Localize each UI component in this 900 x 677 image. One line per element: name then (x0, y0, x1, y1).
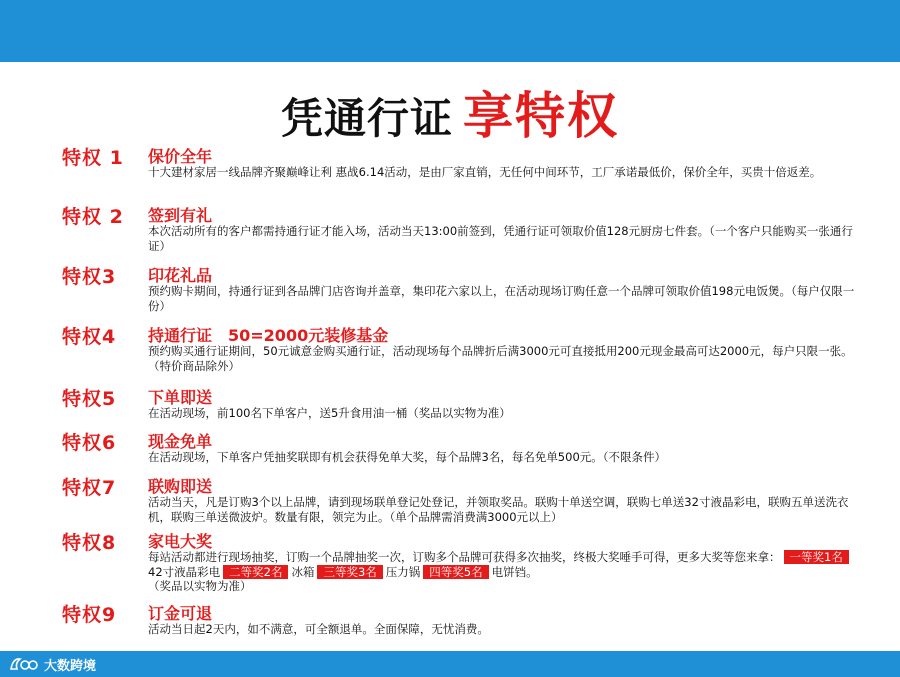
prize-intro: 每站活动都进行现场抽奖，订购一个品牌抽奖一次，订购多个品牌可获得多次抽奖，终极大奖唾手可得，更多大奖等您来拿： (148, 550, 781, 564)
privilege-label: 特权7 (62, 477, 117, 499)
privilege-text: 活动当天，凡是订购3个以上品牌，请到现场联单登记处登记，并领取奖品。联购十单送空调，联购七单送32寸液晶彩电，联购五单送洗衣机，联购三单送微波炉。数量有限，领完为止。（单个品牌需消费满3000元以上） (148, 495, 849, 524)
top-border (0, 0, 900, 62)
watermark-icon (8, 655, 38, 673)
privilege-label: 特权 2 (62, 206, 124, 228)
privilege-text: 活动当日起2天内，如不满意，可全额退单。全面保障，无忧消费。 (148, 622, 489, 636)
privilege-label: 特权6 (62, 432, 117, 454)
privilege-heading: 印花礼品 (148, 266, 213, 285)
title-highlight: 享特权 (463, 87, 619, 145)
prize-tag-3: 三等奖3名 (317, 565, 382, 579)
privilege-text: 预约购买通行证期间，50元诚意金购买通行证，活动现场每个品牌折后满3000元可直接抵用200元现金最高可达2000元，每户只限一张。（特价商品除外） (148, 344, 853, 373)
prize-note: （奖品以实物为准） (148, 579, 252, 593)
privilege-label: 特权9 (62, 604, 117, 626)
prize-tag-2: 二等奖2名 (223, 565, 288, 579)
privilege-heading: 持通行证 50=2000元装修基金 (148, 326, 389, 345)
privilege-text (148, 550, 863, 594)
privilege-label: 特权4 (62, 326, 117, 348)
privilege-text: 在活动现场，前100名下单客户，送5升食用油一桶（奖品以实物为准） (148, 406, 511, 420)
watermark-logo (8, 651, 96, 677)
privilege-text: 本次活动所有的客户都需持通行证才能入场，活动当天13:00前签到，凭通行证可领取价值128元厨房七件套。（一个客户只能购买一张通行证） (148, 224, 853, 253)
privilege-text: 在活动现场，下单客户凭抽奖联即有机会获得免单大奖，每个品牌3名，每名免单500元。（不限条件） (148, 450, 667, 464)
privilege-heading: 家电大奖 (148, 532, 213, 551)
privilege-label: 特权5 (62, 388, 117, 410)
privilege-heading: 现金免单 (148, 432, 213, 451)
privilege-heading: 联购即送 (148, 477, 213, 496)
title-main: 凭通行证 (280, 94, 453, 143)
privilege-label: 特权8 (62, 532, 117, 554)
privilege-text: 预约购卡期间，持通行证到各品牌门店咨询并盖章，集印花六家以上，在活动现场订购任意一个品牌可领取价值198元电饭煲。（每户仅限一份） (148, 284, 855, 313)
prize-item-2: 冰箱 (291, 564, 315, 579)
prize-item-4: 电饼铛。 (491, 564, 538, 579)
prize-tag-4: 四等奖5名 (423, 565, 488, 579)
bottom-border (0, 651, 900, 677)
privilege-heading: 下单即送 (148, 388, 213, 407)
privilege-heading: 保价全年 (148, 147, 213, 166)
prize-tag-1: 一等奖1名 (784, 550, 849, 564)
watermark-text: 大数跨境 (44, 658, 97, 674)
privilege-heading: 签到有礼 (148, 206, 213, 225)
privilege-text: 十大建材家居一线品牌齐聚巅峰让利 惠战6.14活动，是由厂家直销，无任何中间环节，工厂承诺最低价，保价全年，买贵十倍返差。 (148, 165, 822, 179)
prize-item-3: 压力锅 (385, 564, 421, 579)
privilege-label: 特权3 (62, 266, 117, 288)
privilege-heading: 订金可退 (148, 604, 213, 623)
prize-item-1: 42寸液晶彩电 (148, 564, 221, 579)
page-title (0, 76, 900, 148)
privilege-label: 特权 1 (62, 147, 124, 169)
